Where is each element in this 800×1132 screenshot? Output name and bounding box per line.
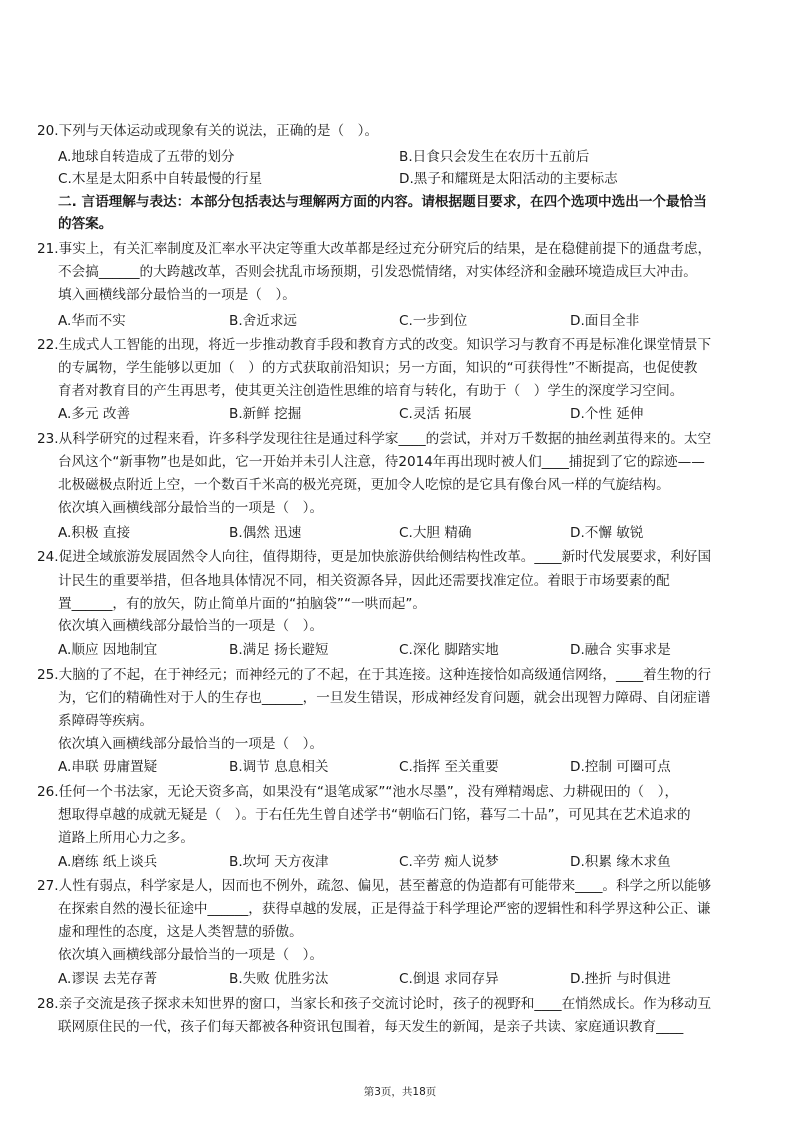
option-a: A.顺应 因地制宜 xyxy=(58,642,158,658)
option-b: B.失败 优胜劣汰 xyxy=(229,971,329,987)
option-d: D.融合 实事求是 xyxy=(570,642,671,658)
section-heading-line-1: 二. 言语理解与表达：本部分包括表达与理解两方面的内容。请根据题目要求，在四个选项中选出一个最恰当 xyxy=(58,194,707,210)
option-a: A.积极 直接 xyxy=(58,525,131,541)
question-stem: 27.人性有弱点，科学家是人，因而也不例外，疏忽、偏见，甚至蓄意的伪造都有可能带来____。科学之所以能够 xyxy=(37,878,712,894)
section-heading-line-2: 的答案。 xyxy=(58,216,113,232)
question-stem: 21.事实上，有关汇率制度及汇率水平决定等重大改革都是经过充分研究后的结果，是在稳健前提下的通盘考虑， xyxy=(37,241,712,257)
question-stem: 25.大脑的了不起，在于神经元；而神经元的了不起，在于其连接。这种连接恰如高级通信网络，____着生物的行 xyxy=(37,667,712,683)
option-a: A.谬误 去芜存菁 xyxy=(58,971,158,987)
question-text-line: 想取得卓越的成就无疑是（ ）。于右任先生曾自述学书“朝临石门铭，暮写二十品”，可见其在艺术追求的 xyxy=(58,807,691,823)
question-stem: 22.生成式人工智能的出现，将近一步推动教育手段和教育方式的改变。知识学习与教育不再是标准化课堂情景下 xyxy=(37,337,712,353)
option-b: B.调节 息息相关 xyxy=(229,759,329,775)
option-c: C.大胆 精确 xyxy=(399,525,472,541)
question-prompt: 依次填入画横线部分最恰当的一项是（ ）。 xyxy=(58,500,324,516)
question-prompt: 依次填入画横线部分最恰当的一项是（ ）。 xyxy=(58,947,324,963)
option-b: B.坎坷 天方夜津 xyxy=(229,854,329,870)
option-c: C.一步到位 xyxy=(399,313,468,329)
question-text-line: 联网原住民的一代，孩子们每天都被各种资讯包围着，每天发生的新闻，是亲子共读、家庭通识教育____ xyxy=(58,1019,684,1035)
option-d: D.面目全非 xyxy=(570,313,640,329)
option-c: C.指挥 至关重要 xyxy=(399,759,499,775)
option-c: C.灵活 拓展 xyxy=(399,406,472,422)
question-text-line: 计民生的重要举措，但各地具体情况不同，相关资源各异，因此还需要找准定位。着眼于市场要素的配 xyxy=(58,573,670,589)
question-text-line: 置______，有的放矢，防止简单片面的“拍脑袋”“一哄而起”。 xyxy=(58,596,427,612)
option-d: D.挫折 与时俱进 xyxy=(570,971,671,987)
question-text-line: 在探索自然的漫长征途中______，获得卓越的发展，正是得益于科学理论严密的逻辑性和科学界这种公正、谦 xyxy=(58,901,711,917)
question-stem: 23.从科学研究的过程来看，许多科学发现往往是通过科学家____的尝试，并对万千数据的抽丝剥茧得来的。太空 xyxy=(37,431,712,447)
option-c: C.倒退 求同存异 xyxy=(399,971,499,987)
question-text-line: 北极磁极点附近上空，一个数百千米高的极光亮斑，更加令人吃惊的是它具有像台风一样的气旋结构。 xyxy=(58,477,670,493)
option-a: A.多元 改善 xyxy=(58,406,131,422)
option-a: A.地球自转造成了五带的划分 xyxy=(58,149,235,165)
option-c: C.辛劳 痴人说梦 xyxy=(399,854,499,870)
option-b: B.日食只会发生在农历十五前后 xyxy=(399,149,590,165)
question-prompt: 依次填入画横线部分最恰当的一项是（ ）。 xyxy=(58,736,324,752)
question-stem: 26.任何一个书法家，无论天资多高，如果没有“退笔成冢”“池水尽墨”，没有殚精竭虑、力耕砚田的（ ）， xyxy=(37,784,679,800)
question-text-line: 台风这个“新事物”也是如此，它一开始并未引人注意，待2014年再出现时被人们____捕捉到了它的踪迹—— xyxy=(58,454,705,470)
option-a: A.串联 毋庸置疑 xyxy=(58,759,158,775)
question-text-line: 育者对教育目的产生再思考，使其更关注创造性思维的培育与转化，有助于（ ）学生的深度学习空间。 xyxy=(58,383,684,399)
option-a: A.磨练 纸上谈兵 xyxy=(58,854,158,870)
option-d: D.个性 延伸 xyxy=(570,406,644,422)
option-b: B.新鲜 挖掘 xyxy=(229,406,302,422)
option-a: A.华而不实 xyxy=(58,313,126,329)
option-d: D.黑子和耀斑是太阳活动的主要标志 xyxy=(399,171,618,187)
question-stem: 20.下列与天体运动或现象有关的说法，正确的是（ ）。 xyxy=(37,123,379,139)
option-c: C.木星是太阳系中自转最慢的行星 xyxy=(58,171,263,187)
option-c: C.深化 脚踏实地 xyxy=(399,642,499,658)
question-text-line: 系障碍等疾病。 xyxy=(58,713,154,729)
question-text-line: 的专属物，学生能够以更加（ ）的方式获取前沿知识；另一方面，知识的“可获得性”不断提高，也促使教 xyxy=(58,360,698,376)
option-d: D.控制 可圈可点 xyxy=(570,759,671,775)
option-d: D.不懈 敏锐 xyxy=(570,525,644,541)
question-text-line: 道路上所用心力之多。 xyxy=(58,830,194,846)
option-d: D.积累 缘木求鱼 xyxy=(570,854,671,870)
question-stem: 28.亲子交流是孩子探求未知世界的窗口，当家长和孩子交流讨论时，孩子的视野和____在悄然成长。作为移动互 xyxy=(37,996,712,1012)
option-b: B.舍近求远 xyxy=(229,313,298,329)
option-b: B.偶然 迅速 xyxy=(229,525,302,541)
question-prompt: 依次填入画横线部分最恰当的一项是（ ）。 xyxy=(58,618,324,634)
page-number: 第3页，共18页 xyxy=(363,1086,437,1098)
question-text-line: 虚和理性的态度，这是人类智慧的骄傲。 xyxy=(58,924,303,940)
question-prompt: 填入画横线部分最恰当的一项是（ ）。 xyxy=(58,287,296,303)
question-text-line: 不会搞______的大跨越改革，否则会扰乱市场预期，引发恐慌情绪，对实体经济和金融环境造成巨大冲击。 xyxy=(58,264,697,280)
question-stem: 24.促进全域旅游发展固然令人向往，值得期待，更是加快旅游供给侧结构性改革。____新时代发展要求，利好国 xyxy=(37,549,712,565)
option-b: B.满足 扬长避短 xyxy=(229,642,329,658)
question-text-line: 为，它们的精确性对于人的生存也______，一旦发生错误，形成神经发育问题，就会出现智力障碍、自闭症谱 xyxy=(58,690,711,706)
